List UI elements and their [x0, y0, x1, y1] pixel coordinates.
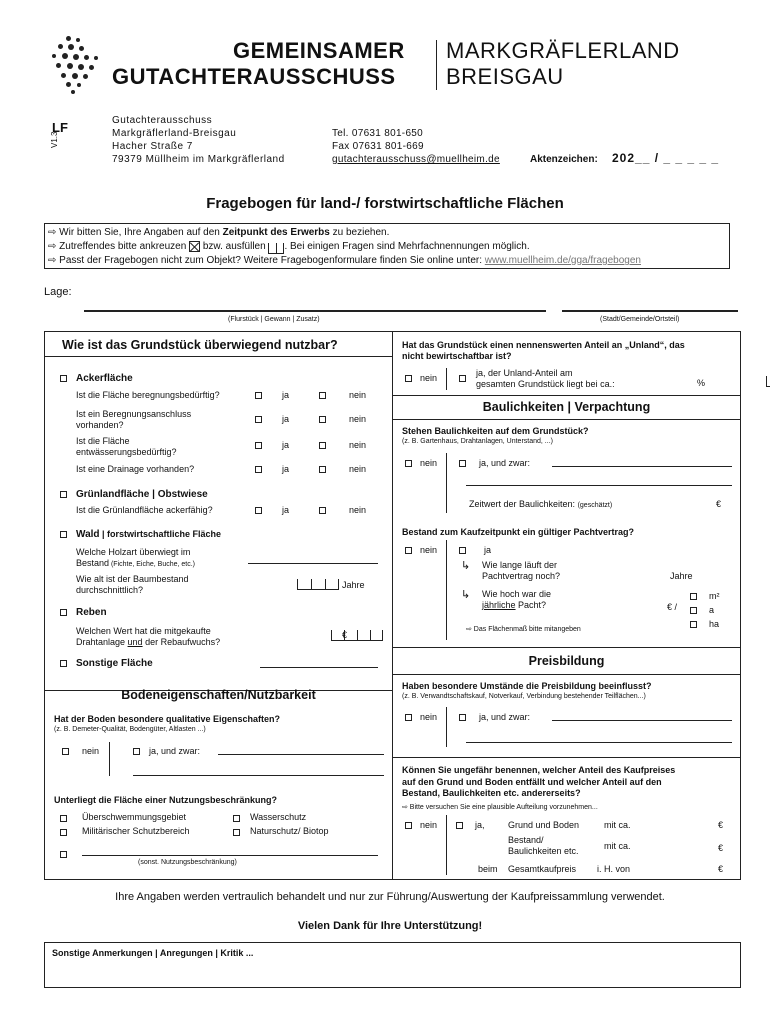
- bauh-ja-checkbox[interactable]: [459, 460, 466, 467]
- intro-line-1: ⇨ Wir bitten Sie, Ihre Angaben auf den Zeitpunkt des Erwerbs zu beziehen.: [48, 227, 390, 238]
- pacht-q2: Wie hoch war die jährliche Pacht?: [482, 589, 552, 610]
- sonstige-title: Sonstige Fläche: [76, 658, 153, 669]
- acker-q4: Ist eine Drainage vorhanden?: [76, 464, 195, 474]
- left-heading: Wie ist das Grundstück überwiegend nutzbar?: [62, 338, 338, 352]
- preis-nein: nein: [420, 712, 438, 722]
- nb-sonst-checkbox[interactable]: [60, 851, 67, 858]
- phone: Tel. 07631 801-650: [332, 128, 424, 139]
- anteil-nein-checkbox[interactable]: [405, 822, 412, 829]
- acker-q3-ja: ja: [282, 440, 290, 450]
- anteil-gesamt-mit: i. H. von: [597, 864, 631, 874]
- acker-q1-ja: ja: [282, 390, 290, 400]
- nb4-label: Naturschutz/ Biotop: [250, 826, 329, 836]
- intro-line-2: ⇨ Zutreffendes bitte ankreuzen bzw. ausfüllen . Bei einigen Fragen sind Mehrfachnennungen möglich.: [48, 241, 530, 252]
- acker-q1-nein: nein: [349, 390, 367, 400]
- anteil-divider: [446, 815, 447, 875]
- boden-field-2[interactable]: [133, 775, 384, 776]
- boden-hint: (z. B. Demeter-Qualität, Bodengüter, Altlasten ...): [54, 726, 206, 733]
- preis-heading: Preisbildung: [528, 654, 605, 668]
- wald-holzart-field[interactable]: [248, 563, 378, 564]
- zeitwert-label: Zeitwert der Baulichkeiten: (geschätzt): [469, 499, 613, 509]
- unit-ha-checkbox[interactable]: [690, 621, 697, 628]
- logo-title-1: GEMEINSAMER: [233, 38, 405, 63]
- bauh-field-2[interactable]: [466, 485, 732, 486]
- wald-alter-unit: Jahre: [342, 580, 365, 590]
- pacht-ja-checkbox[interactable]: [459, 547, 466, 554]
- bauh-hint: (z. B. Gartenhaus, Drahtanlagen, Unterstand, ...): [402, 438, 553, 445]
- unland-percent-field[interactable]: [766, 376, 770, 387]
- anteil-ja-checkbox[interactable]: [456, 822, 463, 829]
- logo-title-2: GUTACHTERAUSSCHUSS: [112, 64, 396, 89]
- logo-region-1: MARKGRÄFLERLAND: [446, 38, 680, 63]
- fill-field-icon: [268, 243, 284, 254]
- unit-ha: ha: [709, 619, 720, 629]
- gruen-q1-nein-checkbox[interactable]: [319, 507, 326, 514]
- pacht-arrow-icon: ↳: [461, 589, 471, 601]
- logo-region-2: BREISGAU: [446, 64, 564, 89]
- bauh-heading: Baulichkeiten | Verpachtung: [482, 400, 651, 414]
- unland-ja-checkbox[interactable]: [459, 375, 466, 382]
- email-link[interactable]: gutachterausschuss@muellheim.de: [332, 154, 500, 165]
- reben-q1: Welchen Wert hat die mitgekaufte Drahtanlage und der Rebaufwuchs?: [76, 626, 221, 647]
- wald-checkbox[interactable]: [60, 531, 67, 538]
- bauh-heading-bottom: [392, 419, 741, 420]
- fragebogen-link[interactable]: www.muellheim.de/gga/fragebogen: [484, 255, 641, 266]
- preis-question: Haben besondere Umstände die Preisbildung beeinflusst?: [402, 681, 652, 691]
- bauh-nein-checkbox[interactable]: [405, 460, 412, 467]
- unland-percent-unit: %: [697, 378, 706, 388]
- unland-ja: ja, der Unland-Anteil am gesamten Grundstück liegt bei ca.:: [476, 368, 615, 389]
- boden-heading: Bodeneigenschaften/Nutzbarkeit: [121, 688, 316, 702]
- wald-alter-field[interactable]: [297, 579, 339, 590]
- lage-hint-right: (Stadt/Gemeinde/Ortsteil): [600, 316, 680, 323]
- remarks-label: Sonstige Anmerkungen | Anregungen | Kritik ...: [52, 948, 254, 958]
- acker-q2-nein-checkbox[interactable]: [319, 416, 326, 423]
- lage-field-right[interactable]: [562, 310, 738, 312]
- unland-nein: nein: [420, 373, 438, 383]
- unland-question: Hat das Grundstück einen nennenswerten Anteil an „Unland“, das nicht bewirtschaftbar ist?: [402, 340, 685, 361]
- intro-box: [44, 223, 730, 269]
- pacht-hoehe-unit: € /: [667, 602, 678, 612]
- pacht-arrow-icon: ↳: [461, 560, 471, 572]
- bauh-field-1[interactable]: [552, 466, 732, 467]
- intro-line-3: ⇨ Passt der Fragebogen nicht zum Objekt? Weitere Fragebogenformulare finden Sie online unter: www.muellheim.de/gga/fragebogen: [48, 255, 641, 266]
- acker-q1-nein-checkbox[interactable]: [319, 392, 326, 399]
- nb-sonst-hint: (sonst. Nutzungsbeschränkung): [138, 859, 237, 866]
- gruen-q1-ja: ja: [282, 505, 290, 515]
- reben-title: Reben: [76, 607, 107, 618]
- nb-sonst-field[interactable]: [82, 855, 378, 856]
- lage-hint-left: (Flurstück | Gewann | Zusatz): [228, 316, 320, 323]
- address-line: Gutachterausschuss: [112, 115, 213, 126]
- unit-a-checkbox[interactable]: [690, 607, 697, 614]
- anteil-bestand-unit: €: [718, 843, 724, 853]
- bauh-nein: nein: [420, 458, 438, 468]
- form-version: V1.3: [50, 131, 59, 148]
- wald-q1: Welche Holzart überwiegt im Bestand (Fichte, Eiche, Buche, etc.): [76, 547, 196, 568]
- anteil-grund-label: Grund und Boden: [508, 820, 580, 830]
- logo-divider: [436, 40, 437, 90]
- boden-field-1[interactable]: [218, 754, 384, 755]
- bauh-question: Stehen Baulichkeiten auf dem Grundstück?: [402, 426, 589, 436]
- pacht-question: Bestand zum Kaufzeitpunkt ein gültiger Pachtvertrag?: [402, 527, 635, 537]
- boden-nein: nein: [82, 746, 100, 756]
- pacht-nein-checkbox[interactable]: [405, 547, 412, 554]
- preis-nein-checkbox[interactable]: [405, 714, 412, 721]
- pacht-ja: ja: [484, 545, 492, 555]
- boden-ja-checkbox[interactable]: [133, 748, 140, 755]
- acker-q3-ja-checkbox[interactable]: [255, 442, 262, 449]
- page-title: Fragebogen für land-/ forstwirtschaftliche Flächen: [206, 195, 564, 212]
- acker-q1: Ist die Fläche beregnungsbedürftig?: [76, 390, 220, 400]
- anteil-bestand-label: Bestand/ Baulichkeiten etc.: [508, 835, 579, 856]
- anteil-gesamt-unit: €: [718, 864, 724, 874]
- boden-nein-checkbox[interactable]: [62, 748, 69, 755]
- address-line: Markgräflerland-Breisgau: [112, 128, 237, 139]
- gruen-q1: Ist die Grünlandfläche ackerfähig?: [76, 505, 213, 515]
- unit-a: a: [709, 605, 715, 615]
- privacy-note: Ihre Angaben werden vertraulich behandelt und nur zur Führung/Auswertung der Kaufpreissammlung verwendet.: [115, 891, 665, 903]
- anteil-bestand-mit: mit ca.: [604, 841, 631, 851]
- nb1-label: Überschwemmungsgebiet: [82, 812, 187, 822]
- preis-ja-checkbox[interactable]: [459, 714, 466, 721]
- acker-checkbox[interactable]: [60, 375, 67, 382]
- address-line: 79379 Müllheim im Markgräflerland: [112, 154, 285, 165]
- pacht-laufzeit-unit: Jahre: [670, 571, 693, 581]
- anteil-hint: ⇨ Bitte versuchen Sie eine plausible Aufteilung vorzunehmen...: [402, 804, 598, 811]
- nb4-checkbox[interactable]: [233, 829, 240, 836]
- reben-wert-unit: €: [342, 630, 348, 640]
- anteil-question: Können Sie ungefähr benennen, welcher Anteil des Kaufpreises auf den Grund und Boden entfällt und welcher Anteil auf den Bestand, Baulichkeiten etc. andererseits?: [402, 765, 676, 798]
- reben-checkbox[interactable]: [60, 609, 67, 616]
- acker-q2-nein: nein: [349, 414, 367, 424]
- nb3-label: Militärischer Schutzbereich: [82, 826, 190, 836]
- acker-q3-nein: nein: [349, 440, 367, 450]
- nb1-checkbox[interactable]: [60, 815, 67, 822]
- zeitwert-unit: €: [716, 499, 722, 509]
- boden-question: Hat der Boden besondere qualitative Eigenschaften?: [54, 714, 281, 724]
- contact-block: [332, 127, 500, 166]
- bauh-heading-top: [392, 395, 741, 396]
- preis-ja: ja, und zwar:: [479, 712, 531, 722]
- bauh-ja: ja, und zwar:: [479, 458, 531, 468]
- nb-question: Unterliegt die Fläche einer Nutzungsbeschränkung?: [54, 795, 278, 805]
- anteil-gesamt-label: Gesamtkaufpreis: [508, 864, 577, 874]
- nb3-checkbox[interactable]: [60, 829, 67, 836]
- unit-m2-checkbox[interactable]: [690, 593, 697, 600]
- bauh-divider: [446, 453, 447, 513]
- nb2-checkbox[interactable]: [233, 815, 240, 822]
- preis-field-1[interactable]: [552, 720, 732, 721]
- aktenzeichen-field[interactable]: 202__ / _ _ _ _ _: [612, 151, 720, 165]
- preis-heading-top: [392, 647, 741, 648]
- acker-q2-ja: ja: [282, 414, 290, 424]
- boden-ja: ja, und zwar:: [149, 746, 201, 756]
- unland-divider: [446, 368, 447, 390]
- pacht-divider: [446, 540, 447, 640]
- preis-field-2[interactable]: [466, 742, 732, 743]
- preis-hint: (z. B. Verwandtschaftskauf, Notverkauf, Verbindung bestehender Teilflächen...): [402, 693, 646, 700]
- boden-divider: [109, 742, 110, 776]
- sonstige-checkbox[interactable]: [60, 660, 67, 667]
- pacht-nein: nein: [420, 545, 438, 555]
- gruen-q1-ja-checkbox[interactable]: [255, 507, 262, 514]
- address-block: [112, 114, 285, 166]
- form-code: LF: [52, 120, 68, 135]
- logo-mark: [52, 36, 102, 96]
- address-line: Hacher Straße 7: [112, 141, 193, 152]
- anteil-nein: nein: [420, 820, 438, 830]
- nb2-label: Wasserschutz: [250, 812, 307, 822]
- gruen-q1-nein: nein: [349, 505, 367, 515]
- preis-divider: [446, 707, 447, 747]
- acker-q4-ja: ja: [282, 464, 290, 474]
- unland-nein-checkbox[interactable]: [405, 375, 412, 382]
- acker-q1-ja-checkbox[interactable]: [255, 392, 262, 399]
- gruen-checkbox[interactable]: [60, 491, 67, 498]
- aktenzeichen-label: Aktenzeichen:: [530, 154, 598, 165]
- crossed-checkbox-icon: [189, 241, 200, 252]
- wald-title: Wald | forstwirtschaftliche Fläche: [76, 529, 222, 540]
- acker-q3: Ist die Fläche entwässerungsbedürftig?: [76, 436, 177, 457]
- anteil-grund-mit: mit ca.: [604, 820, 631, 830]
- lage-field-left[interactable]: [84, 310, 546, 312]
- anteil-ja: ja,: [475, 820, 485, 830]
- acker-q3-nein-checkbox[interactable]: [319, 442, 326, 449]
- pacht-q1: Wie lange läuft der Pachtvertrag noch?: [482, 560, 561, 581]
- anteil-rule: [392, 757, 741, 758]
- gruen-title: Grünlandfläche | Obstwiese: [76, 489, 208, 500]
- anteil-grund-unit: €: [718, 820, 724, 830]
- acker-q4-ja-checkbox[interactable]: [255, 466, 262, 473]
- lage-label: Lage:: [44, 286, 72, 298]
- preis-heading-bottom: [392, 674, 741, 675]
- thanks-note: Vielen Dank für Ihre Unterstützung!: [297, 920, 483, 932]
- acker-q4-nein: nein: [349, 464, 367, 474]
- wald-q2: Wie alt ist der Baumbestand durchschnittlich?: [76, 574, 189, 595]
- sonstige-field[interactable]: [260, 667, 378, 668]
- unit-m2: m²: [709, 591, 720, 601]
- anteil-gesamt-pre: beim: [478, 864, 498, 874]
- acker-q2: Ist ein Beregnungsanschluss vorhanden?: [76, 409, 192, 430]
- acker-q2-ja-checkbox[interactable]: [255, 416, 262, 423]
- reben-wert-field[interactable]: [331, 630, 383, 641]
- acker-q4-nein-checkbox[interactable]: [319, 466, 326, 473]
- fax: Fax 07631 801-669: [332, 141, 424, 152]
- pacht-hint: ⇨ Das Flächenmaß bitte mitangeben: [466, 626, 581, 633]
- acker-title: Ackerfläche: [76, 373, 133, 384]
